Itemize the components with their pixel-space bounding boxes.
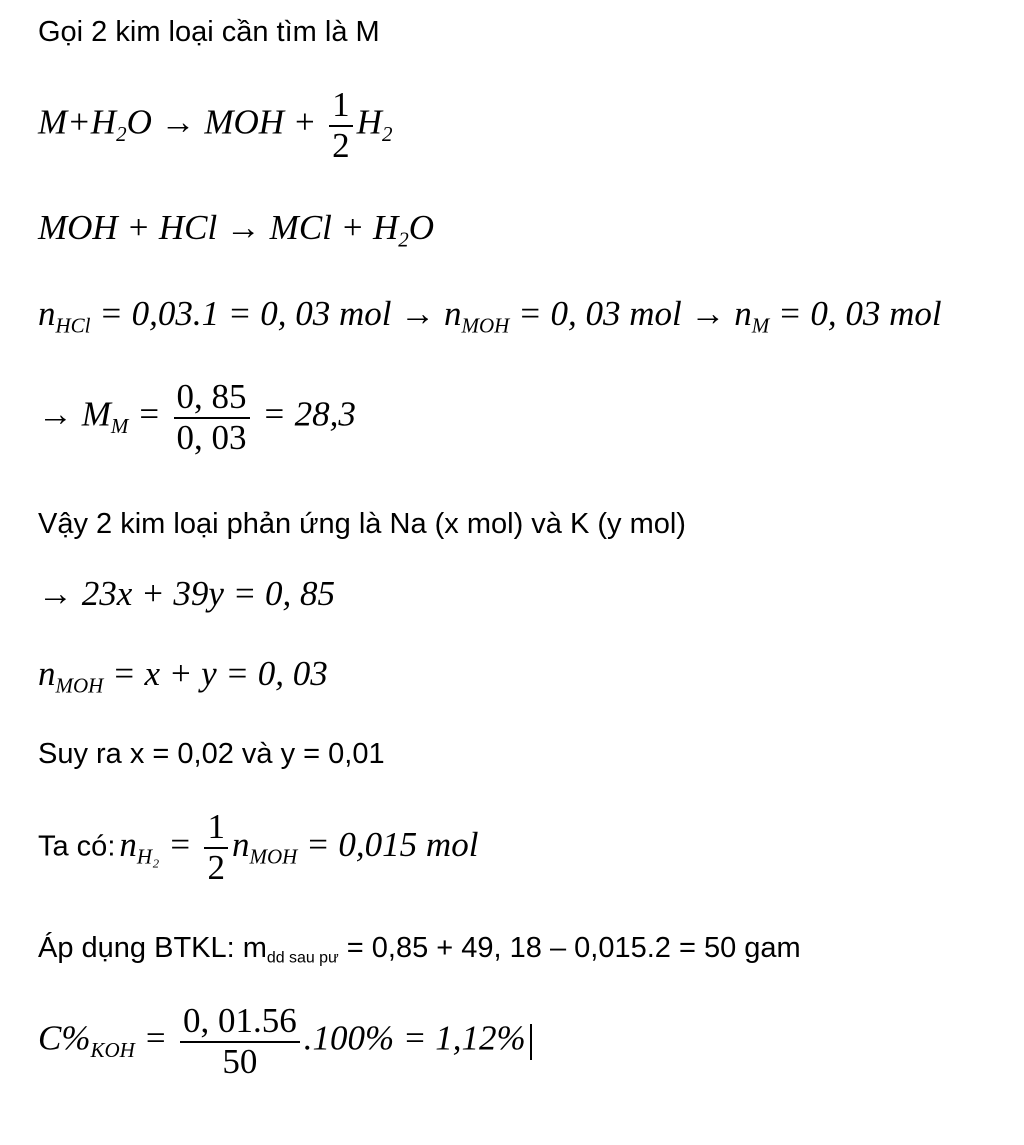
equation-hydrogen: Ta có: $n_{H_2}$ = $\frac{1}{2}$ $n_{MOH} = 0,015$ mol	[38, 807, 479, 887]
equation-concentration: $C\%_{KOH}$ = $\frac{0, 01.56}{50}$ .100% = 1,12%	[38, 1002, 532, 1081]
text-line-1: Gọi 2 kim loại cần tìm là M	[38, 16, 380, 48]
equation-mass-sum: → 23x + 39y = 0, 85	[38, 574, 336, 613]
text-cursor	[530, 1024, 532, 1060]
equation-reaction-water: $M+H_2O$ → MOH + $\frac{1}{2}$ $H_2$	[38, 85, 393, 165]
fraction-molar-mass: $\frac{0, 85}{0, 03}$	[174, 378, 250, 457]
equation-neutralization: MOH + HCl → MCl + $H_2O$	[38, 208, 435, 252]
equation-moles: $n_{HCl} = 0,03.1 = 0$, 03 mol → $n_{MOH} = 0$, 03 mol → $n_M = 0$, 03 mol	[38, 294, 942, 338]
equation-molar-mass: → $M_M$ = $\frac{0, 85}{0, 03}$ = 28,3	[38, 377, 356, 457]
fraction-concentration: $\frac{0, 01.56}{50}$	[180, 1002, 300, 1081]
fraction-one-half: $\frac{1}{2}$	[329, 86, 353, 165]
text-line-metals: Vậy 2 kim loại phản ứng là Na (x mol) và K (y mol)	[38, 508, 686, 540]
text-line-solution: Suy ra x = 0,02 và y = 0,01	[38, 738, 385, 770]
equation-mole-sum: $n_{MOH} = x + y = 0$, 03	[38, 654, 328, 698]
text-line-mass-balance: Áp dụng BTKL: $m_{dd sau pư} = 0,85 + 49$, 18 – 0,015.2 = 50 gam	[38, 932, 801, 967]
fraction-one-half-2: $\frac{1}{2}$	[204, 808, 228, 887]
